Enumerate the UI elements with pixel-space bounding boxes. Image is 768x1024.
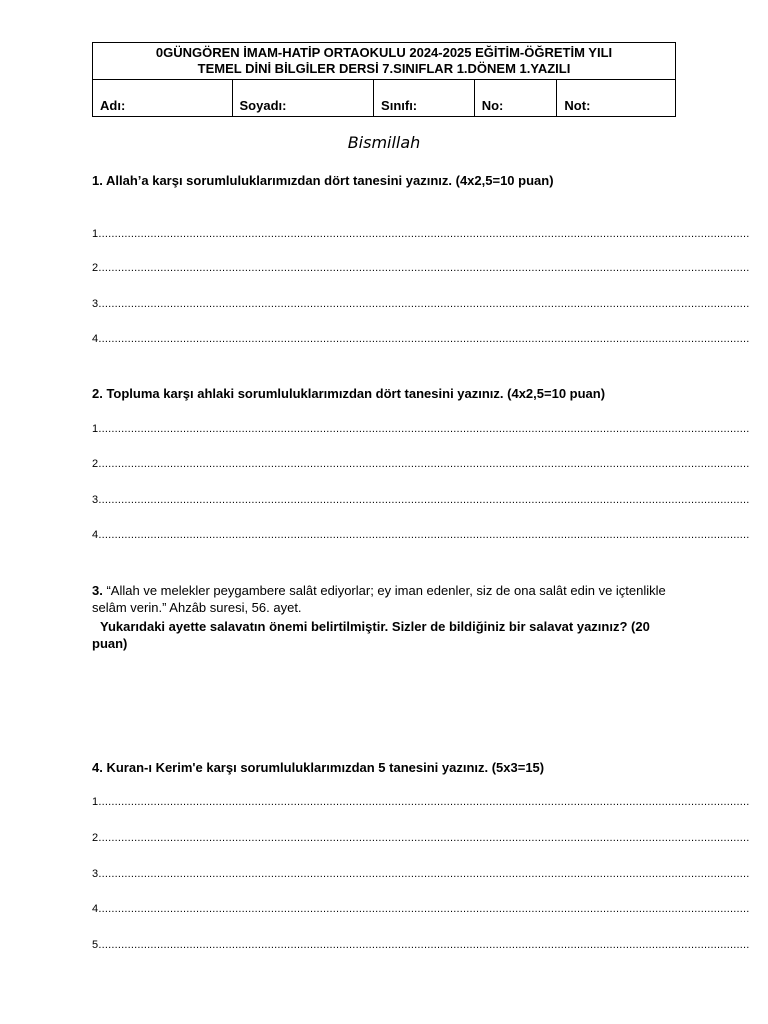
question-1-answer-line[interactable]: 1........................................................................................................................................................................................................ (92, 228, 750, 240)
answer-line-number: 3 (92, 494, 99, 506)
question-1-answer-line[interactable]: 4........................................................................................................................................................................................................ (92, 333, 750, 345)
question-3-answer-area[interactable] (92, 660, 676, 750)
field-class[interactable]: Sınıfı: (374, 80, 475, 117)
ayah-quote: “Allah ve melekler peygambere salât ediyorlar; ey iman edenler, siz de ona salât edin ve içtenlikle selâm verin.” Ahzâb suresi, 56. ayet. (92, 583, 666, 615)
bismillah-heading: Bismillah (347, 133, 421, 152)
question-4-answer-line[interactable]: 5........................................................................................................................................................................................................ (92, 939, 750, 951)
answer-line-number: 3 (92, 868, 99, 880)
student-info-table (92, 42, 676, 117)
question-4-prompt: 4. Kuran-ı Kerim'e karşı sorumluluklarımızdan 5 tanesini yazınız. (5x3=15) (92, 760, 545, 775)
answer-line-number: 1 (92, 228, 99, 240)
question-3-number: 3. (92, 583, 103, 598)
question-1-prompt: 1. Allah’a karşı sorumluluklarımızdan dört tanesini yazınız. (4x2,5=10 puan) (92, 173, 554, 188)
field-surname[interactable]: Soyadı: (233, 80, 375, 117)
answer-line-number: 2 (92, 262, 99, 274)
answer-line-number: 4 (92, 529, 99, 541)
answer-line-number: 1 (92, 423, 99, 435)
exam-title (93, 43, 675, 80)
answer-line-number: 1 (92, 796, 99, 808)
question-2-answer-line[interactable]: 1........................................................................................................................................................................................................ (92, 423, 750, 435)
field-grade[interactable]: Not: (564, 98, 591, 113)
question-3-task: Yukarıdaki ayette salavatın önemi belirtilmiştir. Sizler de bildiğiniz bir salavat yazınız? (20 puan) (92, 619, 650, 651)
question-4-answer-line[interactable]: 3........................................................................................................................................................................................................ (92, 868, 750, 880)
answer-line-number: 4 (92, 333, 99, 345)
exam-title-line1: 0GÜNGÖREN İMAM-HATİP ORTAOKULU 2024-2025 EĞİTİM-ÖĞRETİM YILI (155, 45, 613, 60)
answer-line-number: 2 (92, 458, 99, 470)
answer-line-number: 3 (92, 298, 99, 310)
question-3-quote (92, 582, 676, 616)
exam-title-line2: TEMEL DİNİ BİLGİLER DERSİ 7.SINIFLAR 1.DÖNEM 1.YAZILI (197, 61, 571, 76)
question-2-answer-line[interactable]: 3........................................................................................................................................................................................................ (92, 494, 750, 506)
question-1-answer-line[interactable]: 2........................................................................................................................................................................................................ (92, 262, 750, 274)
question-4-answer-line[interactable]: 4........................................................................................................................................................................................................ (92, 903, 750, 915)
answer-line-number: 2 (92, 832, 99, 844)
question-4-answer-line[interactable]: 1........................................................................................................................................................................................................ (92, 796, 750, 808)
answer-line-number: 5 (92, 939, 99, 951)
question-4-answer-line[interactable]: 2........................................................................................................................................................................................................ (92, 832, 750, 844)
question-1-answer-line[interactable]: 3........................................................................................................................................................................................................ (92, 298, 750, 310)
answer-line-number: 4 (92, 903, 99, 915)
question-2-answer-line[interactable]: 2........................................................................................................................................................................................................ (92, 458, 750, 470)
field-number[interactable]: No: (475, 80, 558, 117)
field-name[interactable]: Adı: (93, 80, 233, 117)
question-2-answer-line[interactable]: 4........................................................................................................................................................................................................ (92, 529, 750, 541)
student-fields-row (93, 80, 675, 117)
question-2-prompt: 2. Topluma karşı ahlaki sorumluluklarımızdan dört tanesini yazınız. (4x2,5=10 puan) (92, 386, 606, 401)
